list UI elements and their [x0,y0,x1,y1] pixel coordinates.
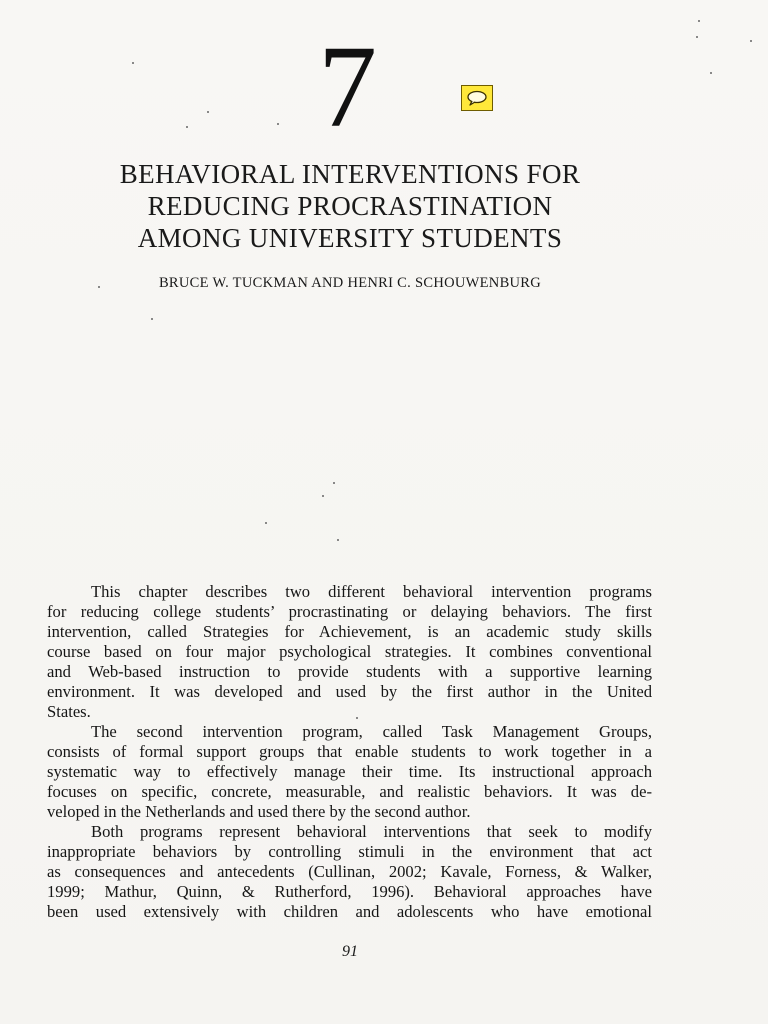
chapter-title [40,158,660,254]
scan-speck [337,539,339,541]
body-text [47,582,652,922]
text-line: been used extensively with children and adolescents who have emotional [47,902,652,921]
scan-speck [696,36,698,38]
text-line: inappropriate behaviors by controlling stimuli in the environment that act [47,842,652,861]
scan-speck [207,111,209,113]
scan-speck [277,123,279,125]
scan-speck [186,126,188,128]
scan-speck [98,286,100,288]
text-line: Both programs represent behavioral interventions that seek to modify [91,822,652,841]
chapter-number: 7 [318,21,377,152]
chapter-title-line: REDUCING PROCRASTINATION [147,191,553,221]
text-line: States. [47,702,91,721]
text-line: focuses on specific, concrete, measurable, and realistic behaviors. It was de- [47,782,652,801]
scan-speck [322,495,324,497]
text-line: veloped in the Netherlands and used there by the second author. [47,802,471,821]
scan-speck [265,522,267,524]
text-line: course based on four major psychological strategies. It combines conventional [47,642,652,661]
text-line: for reducing college students’ procrastinating or delaying behaviors. The first [47,602,652,621]
speech-bubble-icon [466,90,488,106]
text-line: as consequences and antecedents (Cullinan, 2002; Kavale, Forness, & Walker, [47,862,652,881]
comment-icon[interactable] [461,85,493,111]
text-line: systematic way to effectively manage their time. Its instructional approach [47,762,652,781]
text-line: intervention, called Strategies for Achievement, is an academic study skills [47,622,652,641]
page-number: 91 [342,943,358,960]
text-line: consists of formal support groups that enable students to work together in a [47,742,652,761]
chapter-title-line: BEHAVIORAL INTERVENTIONS FOR [119,159,581,189]
chapter-authors: BRUCE W. TUCKMAN AND HENRI C. SCHOUWENBURG [158,275,542,291]
text-line: This chapter describes two different behavioral intervention programs [91,582,652,601]
chapter-title-line: AMONG UNIVERSITY STUDENTS [137,223,563,253]
scan-speck [132,62,134,64]
text-line: The second intervention program, called Task Management Groups, [91,722,652,741]
scan-speck [710,72,712,74]
scan-speck [698,20,700,22]
text-line: 1999; Mathur, Quinn, & Rutherford, 1996). Behavioral approaches have [47,882,652,901]
scan-speck [356,717,358,719]
scan-speck [151,318,153,320]
scan-speck [333,482,335,484]
text-line: and Web-based instruction to provide students with a supportive learning [47,662,652,681]
scan-speck [750,40,752,42]
text-line: environment. It was developed and used by the first author in the United [47,682,652,701]
